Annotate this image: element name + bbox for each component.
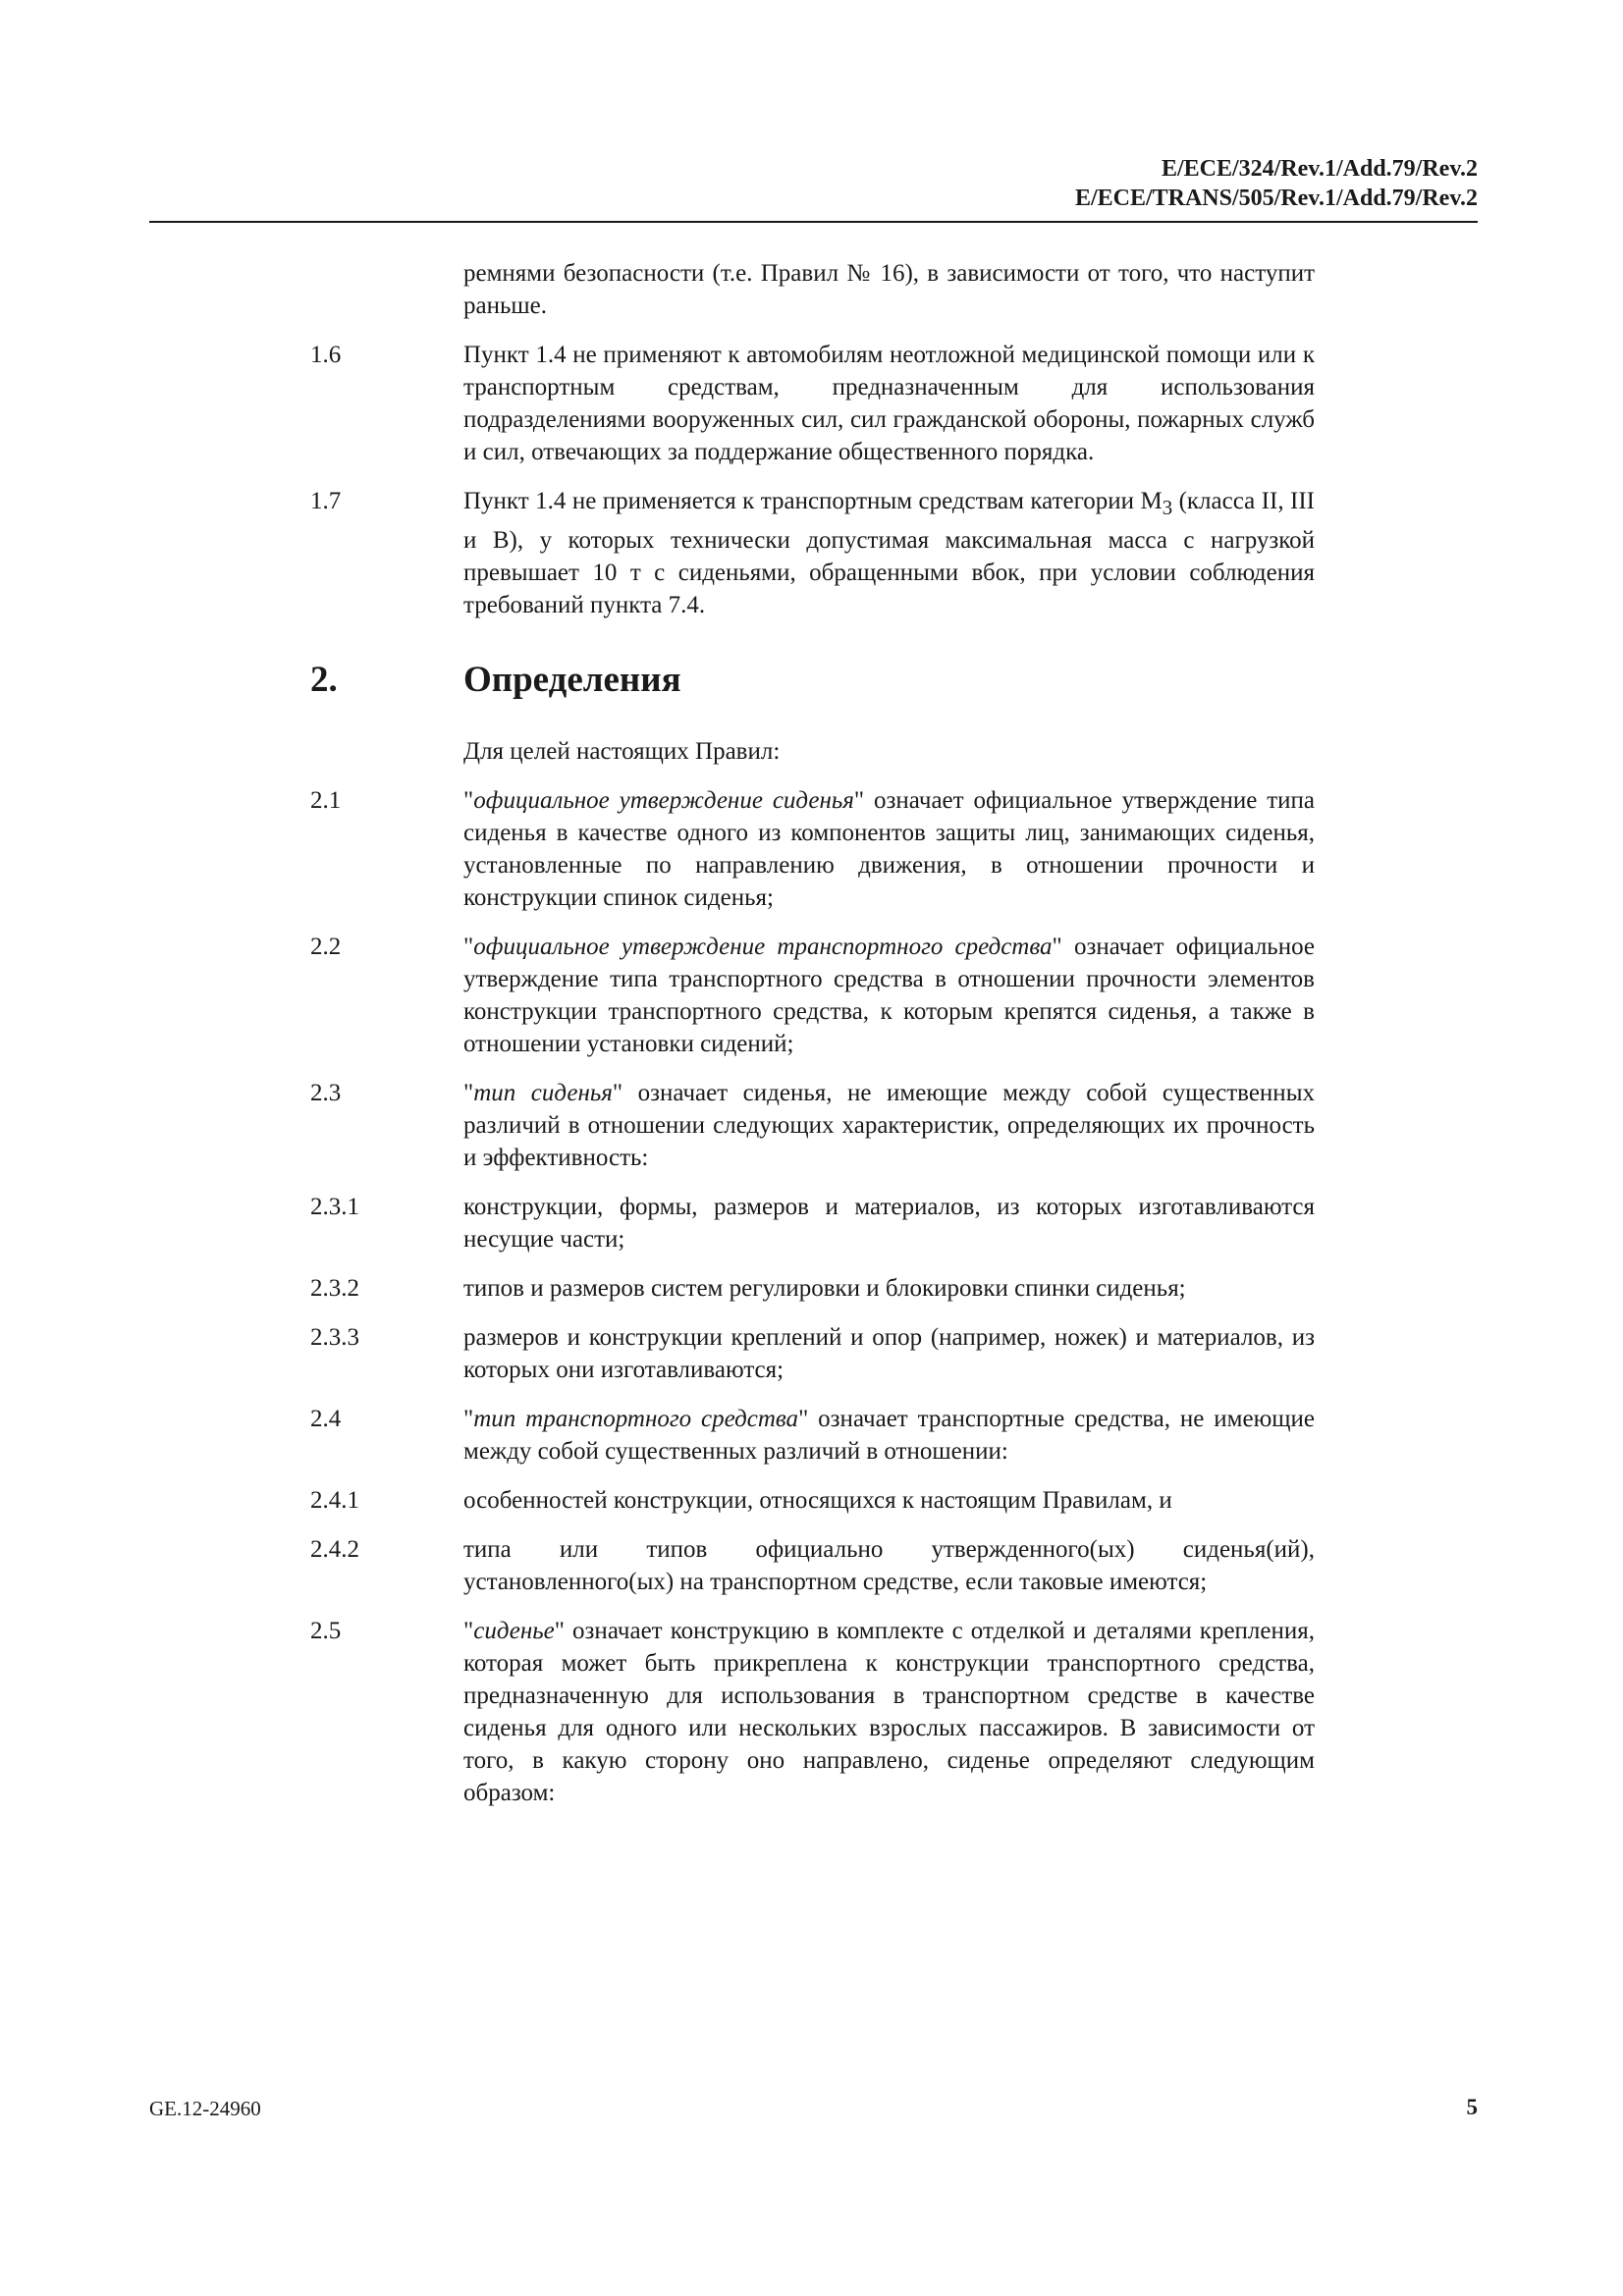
- quote-close: ": [554, 1618, 565, 1644]
- paragraph-2-3-1: [310, 1191, 1322, 1255]
- paragraph-number: 2.3.2: [310, 1275, 359, 1302]
- paragraph-number: 2.4.2: [310, 1536, 359, 1563]
- section-heading: [310, 659, 1322, 702]
- defined-term: официальное утверждение транспортного средства: [473, 934, 1053, 960]
- document-symbol-header: [1075, 154, 1478, 213]
- main-content: [310, 257, 1322, 1826]
- definition-text: означает официальное утверждение типа сиденья в качестве одного из компонентов защиты лиц, занимающих сиденья, установленные по направлению движения, в отношении прочности и конструкции спинок сиденья;: [463, 787, 1315, 911]
- paragraph-number: 1.7: [310, 488, 342, 514]
- section-title: Определения: [463, 660, 681, 700]
- page-number: 5: [1466, 2095, 1478, 2119]
- definition-text: означает сиденья, не имеющие между собой существенных различий в отношении следующих характеристик, определяющих их прочность и эффективность:: [463, 1080, 1315, 1171]
- document-code: GE.12-24960: [149, 2097, 261, 2120]
- paragraph-text: [463, 931, 1315, 1060]
- paragraph-number: [310, 735, 463, 768]
- defined-term: сиденье: [473, 1618, 555, 1644]
- defined-term: официальное утверждение сиденья: [473, 787, 854, 814]
- paragraph-text: типов и размеров систем регулировки и блокировки спинки сиденья;: [463, 1275, 1186, 1302]
- paragraph-2-4: [310, 1403, 1322, 1468]
- paragraph-number: 1.6: [310, 342, 342, 368]
- definition-text: означает конструкцию в комплекте с отделкой и деталями крепления, которая может быть прикреплена к конструкции транспортного средства, предназначенную для использования в транспортном средстве в качестве сиденья для одного или нескольких взрослых пассажиров. В зависимости от того, в какую сторону оно направлено, сиденье определяют следующим образом:: [463, 1618, 1315, 1806]
- paragraph-text: [463, 1077, 1315, 1174]
- subscript: 3: [1162, 496, 1173, 519]
- paragraph-text: типа или типов официально утвержденного(ых) сиденья(ий), установленного(ых) на транспортном средстве, если таковые имеются;: [463, 1536, 1315, 1595]
- paragraph-number: [310, 257, 463, 322]
- paragraph-text: [463, 1615, 1315, 1809]
- paragraph-text: Для целей настоящих Правил:: [463, 738, 781, 765]
- header-divider: [149, 221, 1478, 223]
- paragraph-2-4-1: [310, 1484, 1322, 1517]
- paragraph-number: 2.2: [310, 934, 342, 960]
- text-part: (класса II, III и B), у которых технически допустимая максимальная масса с нагрузкой превышает 10 т с сиденьями, обращенными вбок, при условии соблюдения требований пункта 7.4.: [463, 488, 1315, 618]
- paragraph-number: 2.3.1: [310, 1194, 359, 1220]
- paragraph-text: особенностей конструкции, относящихся к настоящим Правилам, и: [463, 1487, 1172, 1514]
- paragraph-text: конструкции, формы, размеров и материалов, из которых изготавливаются несущие части;: [463, 1194, 1315, 1253]
- paragraph-2-4-2: [310, 1533, 1322, 1598]
- paragraph-text: Пункт 1.4 не применяют к автомобилям неотложной медицинской помощи или к транспортным средствам, предназначенным для использования подразделениями вооруженных сил, сил гражданской обороны, пожарных служб и сил, отвечающих за поддержание общественного порядка.: [463, 342, 1315, 465]
- paragraph-continuation: [310, 257, 1322, 322]
- quote-close: ": [1052, 934, 1062, 960]
- symbol-line-2: E/ECE/TRANS/505/Rev.1/Add.79/Rev.2: [1074, 186, 1478, 211]
- defined-term: тип транспортного средства: [473, 1406, 799, 1432]
- paragraph-text: ремнями безопасности (т.е. Правил № 16), в зависимости от того, что наступит раньше.: [463, 260, 1315, 319]
- paragraph-intro: [310, 735, 1322, 768]
- quote-open: ": [463, 1080, 474, 1106]
- paragraph-2-2: [310, 931, 1322, 1060]
- definition-text: означает транспортные средства, не имеющие между собой существенных различий в отношении:: [463, 1406, 1315, 1465]
- quote-close: ": [798, 1406, 809, 1432]
- section-number: 2.: [310, 660, 338, 700]
- text-part: Пункт 1.4 не применяется к транспортным средствам категории M: [463, 488, 1163, 514]
- quote-open: ": [463, 1406, 474, 1432]
- paragraph-2-3-2: [310, 1272, 1322, 1305]
- quote-close: ": [612, 1080, 623, 1106]
- defined-term: тип сиденья: [473, 1080, 613, 1106]
- paragraph-number: 2.4: [310, 1406, 342, 1432]
- paragraph-text: размеров и конструкции креплений и опор (например, ножек) и материалов, из которых они изготавливаются;: [463, 1324, 1315, 1383]
- paragraph-number: 2.3.3: [310, 1324, 359, 1351]
- definition-text: означает официальное утверждение типа транспортного средства в отношении прочности элементов конструкции транспортного средства, к которым крепятся сиденья, а также в отношении установки сидений;: [463, 934, 1315, 1057]
- quote-open: ": [463, 787, 474, 814]
- paragraph-number: 2.1: [310, 787, 342, 814]
- paragraph-text: [463, 784, 1315, 914]
- paragraph-1-6: [310, 339, 1322, 468]
- paragraph-2-3-3: [310, 1321, 1322, 1386]
- paragraph-number: 2.5: [310, 1618, 342, 1644]
- symbol-line-1: E/ECE/324/Rev.1/Add.79/Rev.2: [1161, 156, 1478, 182]
- quote-open: ": [463, 934, 474, 960]
- paragraph-2-1: [310, 784, 1322, 914]
- paragraph-number: 2.4.1: [310, 1487, 359, 1514]
- quote-close: ": [853, 787, 865, 814]
- paragraph-text: [463, 485, 1315, 621]
- quote-open: ": [463, 1618, 474, 1644]
- paragraph-2-5: [310, 1615, 1322, 1809]
- paragraph-1-7: [310, 485, 1322, 621]
- paragraph-2-3: [310, 1077, 1322, 1174]
- paragraph-number: 2.3: [310, 1080, 342, 1106]
- paragraph-text: [463, 1403, 1315, 1468]
